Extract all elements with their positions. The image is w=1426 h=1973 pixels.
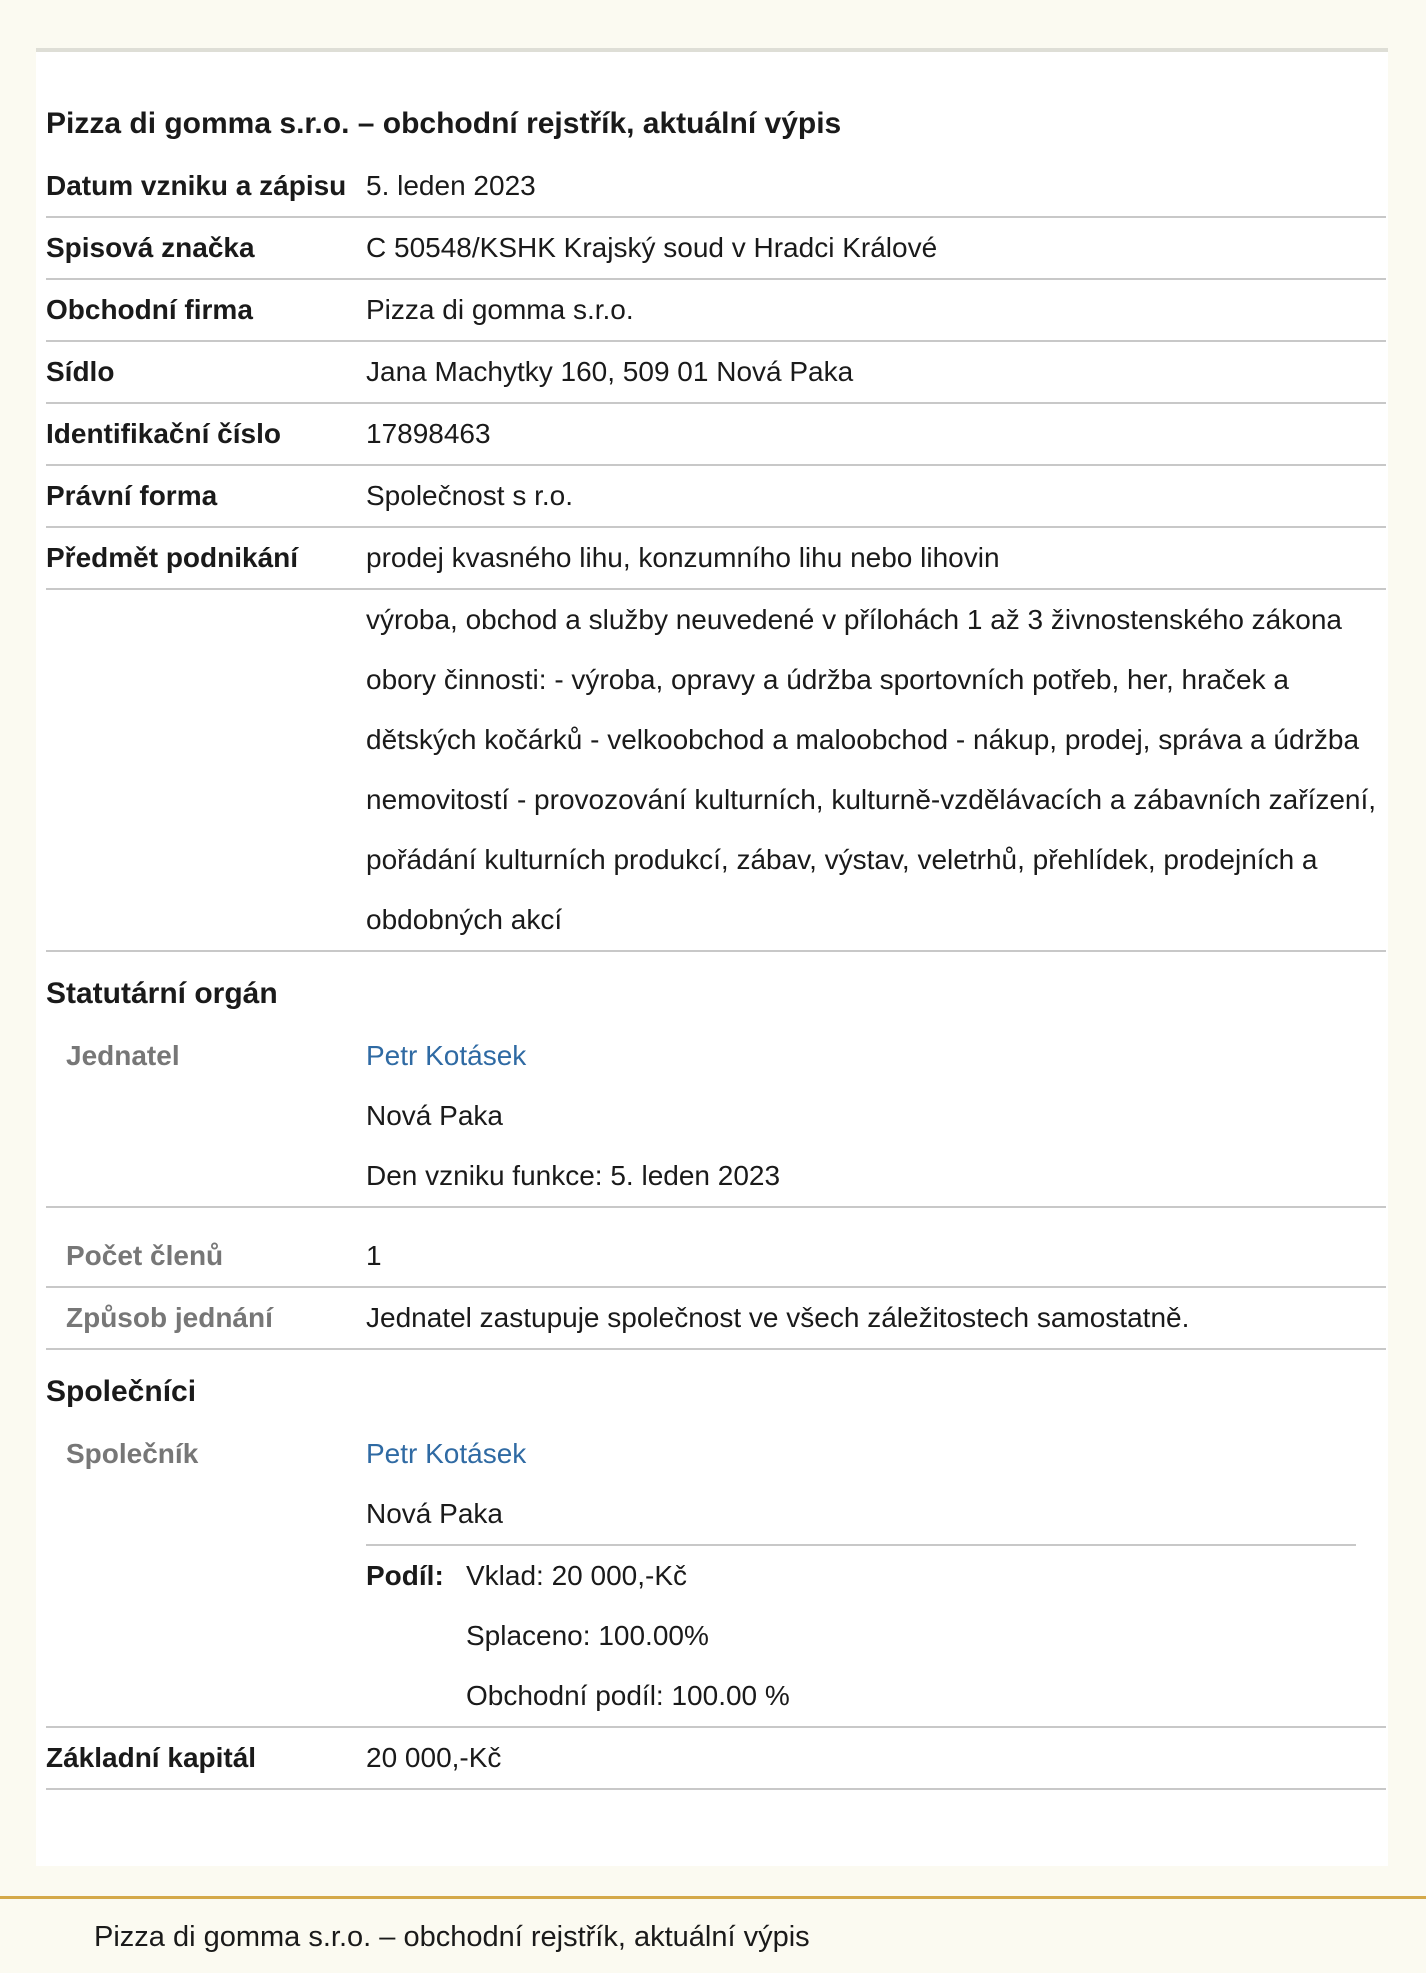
- podil-splaceno: Splaceno: 100.00%: [466, 1620, 709, 1651]
- label-zakladni-kapital: Základní kapitál: [46, 1727, 366, 1789]
- section-spolecnici: [46, 1349, 1386, 1424]
- podil-vklad: Vklad: 20 000,-Kč: [466, 1560, 688, 1591]
- spolecnik-name-link[interactable]: Petr Kotásek: [366, 1438, 527, 1469]
- podil-values: [466, 1546, 790, 1726]
- row-pocet-clenu: [46, 1207, 1386, 1287]
- footer-text: Pizza di gomma s.r.o. – obchodní rejstřík, aktuální výpis: [94, 1921, 810, 1953]
- section-statutarni-organ: [46, 951, 1386, 1026]
- label-jednatel: Jednatel: [46, 1026, 366, 1207]
- row-jednatel: [46, 1026, 1386, 1207]
- value-zpusob-jednani: Jednatel zastupuje společnost ve všech záležitostech samostatně.: [366, 1287, 1386, 1349]
- label-spisova-znacka: Spisová značka: [46, 217, 366, 279]
- row-zakladni-kapital: [46, 1727, 1386, 1789]
- heading-spolecnici: Společníci: [46, 1375, 197, 1408]
- label-spolecnik: Společník: [46, 1424, 366, 1727]
- spolecnik-city: Nová Paka: [366, 1484, 1356, 1546]
- row-pravni-forma: [46, 465, 1386, 527]
- page-title: Pizza di gomma s.r.o. – obchodní rejstřík, aktuální výpis: [46, 107, 842, 140]
- heading-statutarni-organ: Statutární orgán: [46, 977, 278, 1010]
- label-ico: Identifikační číslo: [46, 403, 366, 465]
- row-predmet-podnikani: [46, 527, 1386, 589]
- podil-block: [366, 1546, 1386, 1726]
- value-obchodni-firma: Pizza di gomma s.r.o.: [366, 279, 1386, 341]
- value-pravni-forma: Společnost s r.o.: [366, 465, 1386, 527]
- row-spisova-znacka: [46, 217, 1386, 279]
- registry-table: [46, 156, 1386, 1790]
- label-pravni-forma: Právní forma: [46, 465, 366, 527]
- row-obchodni-firma: [46, 279, 1386, 341]
- value-spolecnik: [366, 1424, 1386, 1727]
- value-pocet-clenu: 1: [366, 1207, 1386, 1287]
- podil-obchodni: Obchodní podíl: 100.00 %: [466, 1680, 790, 1711]
- label-obchodni-firma: Obchodní firma: [46, 279, 366, 341]
- page-footer: [0, 1896, 1426, 1973]
- value-jednatel: [366, 1026, 1386, 1207]
- row-predmet-podnikani-2: [46, 589, 1386, 951]
- value-datum-vzniku: 5. leden 2023: [366, 156, 1386, 217]
- label-sidlo: Sídlo: [46, 341, 366, 403]
- registry-card: [36, 48, 1388, 1866]
- value-predmet-1: prodej kvasného lihu, konzumního lihu nebo lihovin: [366, 527, 1386, 589]
- row-spolecnik: [46, 1424, 1386, 1727]
- jednatel-since: Den vzniku funkce: 5. leden 2023: [366, 1160, 781, 1191]
- row-zpusob-jednani: [46, 1287, 1386, 1349]
- row-sidlo: [46, 341, 1386, 403]
- value-spisova-znacka: C 50548/KSHK Krajský soud v Hradci Králové: [366, 217, 1386, 279]
- label-datum-vzniku: Datum vzniku a zápisu: [46, 156, 366, 217]
- value-predmet-2: výroba, obchod a služby neuvedené v přílohách 1 až 3 živnostenského zákona obory činnosti: - výroba, opravy a údržba sportovních potřeb, her, hraček a dětských kočárků - velkoobchod a maloobchod - nákup, prodej, správa a údržba nemovitostí - provozování kulturních, kulturně-vzdělávacích a zábavních zařízení, pořádání kulturních produkcí, zábav, výstav, veletrhů, přehlídek, prodejních a obdobných akcí: [366, 589, 1386, 951]
- label-predmet-podnikani: Předmět podnikání: [46, 527, 366, 589]
- label-pocet-clenu: Počet členů: [46, 1207, 366, 1287]
- label-zpusob-jednani: Způsob jednání: [46, 1287, 366, 1349]
- row-datum-vzniku: [46, 156, 1386, 217]
- value-ico: 17898463: [366, 403, 1386, 465]
- value-zakladni-kapital: 20 000,-Kč: [366, 1727, 1386, 1789]
- podil-label: Podíl:: [366, 1560, 444, 1591]
- jednatel-name-link[interactable]: Petr Kotásek: [366, 1040, 527, 1071]
- jednatel-city: Nová Paka: [366, 1100, 503, 1131]
- row-ico: [46, 403, 1386, 465]
- value-sidlo: Jana Machytky 160, 509 01 Nová Paka: [366, 341, 1386, 403]
